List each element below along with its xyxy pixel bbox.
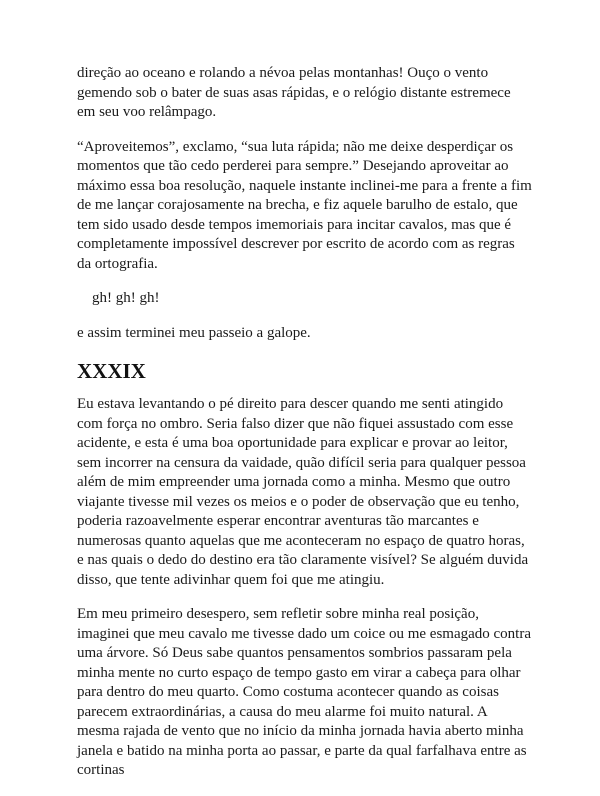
document-page xyxy=(77,64,532,796)
chapter-heading: XXXIX xyxy=(77,359,146,383)
paragraph-first-despair: Em meu primeiro desespero, sem refletir sobre minha real posição, imaginei que meu cavalo me tivesse dado um coice ou me esmagado contra uma árvore. Só Deus sabe quantos pensamentos sombrios passaram pela minha mente no curto espaço de tempo gasto em virar a cabeça para olhar para dentro do meu quarto. Como costuma acontecer quando as coisas parecem extraordinárias, a causa do meu alarme foi muito natural. A mesma rajada de vento que no início da minha jornada havia aberto minha janela e batido na minha porta ao passar, e parte da qual farfalhava entre as cortinas xyxy=(77,606,532,778)
paragraph-gallop-end: e assim terminei meu passeio a galope. xyxy=(77,324,311,341)
paragraph-ocean-wind: direção ao oceano e rolando a névoa pelas montanhas! Ouço o vento gemendo sob o bater de suas asas rápidas, e o relógio distante estremece em seu voo relâmpago. xyxy=(77,65,511,120)
paragraph-struck-shoulder: Eu estava levantando o pé direito para descer quando me senti atingido com força no ombro. Seria falso dizer que não fiquei assustado com esse acidente, e esta é uma boa oportunidade para explicar e provar ao leitor, sem incorrer na censura da vaidade, quão difícil seria para qualquer pessoa além de mim empreender uma jornada como a minha. Mesmo que outro viajante tivesse mil vezes os meios e o poder de observação que eu tenho, poderia razoavelmente esperar encontrar aventuras tão marcantes e numerosas quanto aquelas que me aconteceram no espaço de quatro horas, e nas quais o dedo do destino era tão claramente visível? Se alguém duvida disso, que tente adivinhar quem foi que me atingiu. xyxy=(77,396,529,588)
paragraph-lets-seize: “Aproveitemos”, exclamo, “sua luta rápida; não me deixe desperdiçar os momentos que tão cedo perderei para sempre.” Desejando aproveitar ao máximo essa boa resolução, naquele instante inclinei-me para a frente a fim de me lançar corajosamente na brecha, e fiz aquele barulho de estalo, que tem sido usado desde tempos imemoriais para incitar cavalos, mas que é completamente impossível descrever por escrito de acordo com as regras da ortografia. xyxy=(77,138,532,272)
paragraph-gh-sound: gh! gh! gh! xyxy=(92,290,160,306)
